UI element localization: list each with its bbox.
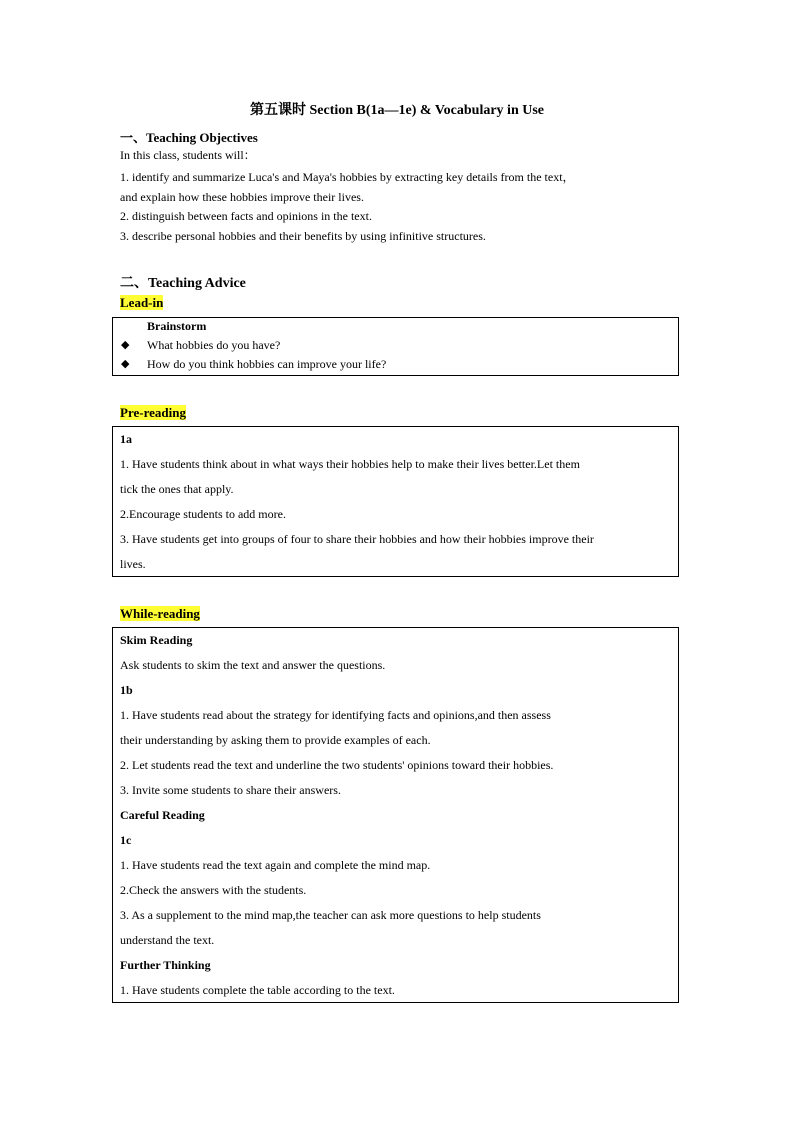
subsection-title: Careful Reading xyxy=(120,808,205,822)
prereading-line: lives. xyxy=(120,557,146,571)
leadin-label: Lead-in xyxy=(120,295,164,310)
prereading-box xyxy=(112,426,679,577)
prereading-line: 2.Encourage students to add more. xyxy=(120,507,286,521)
subsection-title: Further Thinking xyxy=(120,958,211,972)
leadin-box xyxy=(112,317,679,376)
whilereading-line: 2. Let students read the text and underline the two students' opinions toward their hobbies. xyxy=(120,758,554,772)
subsection-title: Skim Reading xyxy=(120,633,193,647)
whilereading-box xyxy=(112,627,679,1003)
leadin-bullet: What hobbies do you have? xyxy=(147,338,281,352)
leadin-bullet: How do you think hobbies can improve your life? xyxy=(147,357,387,371)
whilereading-line: understand the text. xyxy=(120,933,215,947)
whilereading-line: their understanding by asking them to provide examples of each. xyxy=(120,733,431,747)
prereading-line: tick the ones that apply. xyxy=(120,482,234,496)
objective-line: and explain how these hobbies improve their lives. xyxy=(120,190,364,204)
activity-number: 1a xyxy=(120,432,132,446)
brainstorm-title: Brainstorm xyxy=(147,319,207,333)
objective-line: 1. identify and summarize Luca's and Maya's hobbies by extracting key details from the text， xyxy=(120,170,575,184)
objective-line: 2. distinguish between facts and opinions in the text. xyxy=(120,209,372,223)
diamond-bullet-icon: ◆ xyxy=(121,358,130,370)
whilereading-line: 2.Check the answers with the students. xyxy=(120,883,307,897)
prereading-label: Pre-reading xyxy=(120,405,186,420)
objectives-intro: In this class, students will： xyxy=(120,148,256,162)
prereading-line: 1. Have students think about in what ways their hobbies help to make their lives better.Let them xyxy=(120,457,580,471)
advice-heading: 二、Teaching Advice xyxy=(120,276,246,291)
activity-number: 1c xyxy=(120,833,132,847)
whilereading-line: 1. Have students read about the strategy for identifying facts and opinions,and then assess xyxy=(120,708,551,722)
whilereading-label: While-reading xyxy=(120,606,200,621)
objectives-heading: 一、Teaching Objectives xyxy=(120,130,258,145)
whilereading-line: 3. As a supplement to the mind map,the teacher can ask more questions to help students xyxy=(120,908,541,922)
whilereading-line: Ask students to skim the text and answer the questions. xyxy=(120,658,386,672)
objective-line: 3. describe personal hobbies and their benefits by using infinitive structures. xyxy=(120,229,486,243)
whilereading-line: 3. Invite some students to share their answers. xyxy=(120,783,341,797)
page-title: 第五课时 Section B(1a—1e) & Vocabulary in Use xyxy=(250,103,544,118)
diamond-bullet-icon: ◆ xyxy=(121,339,130,351)
activity-number: 1b xyxy=(120,683,133,697)
prereading-line: 3. Have students get into groups of four to share their hobbies and how their hobbies improve their xyxy=(120,532,594,546)
whilereading-line: 1. Have students complete the table according to the text. xyxy=(120,983,395,997)
whilereading-line: 1. Have students read the text again and complete the mind map. xyxy=(120,858,431,872)
